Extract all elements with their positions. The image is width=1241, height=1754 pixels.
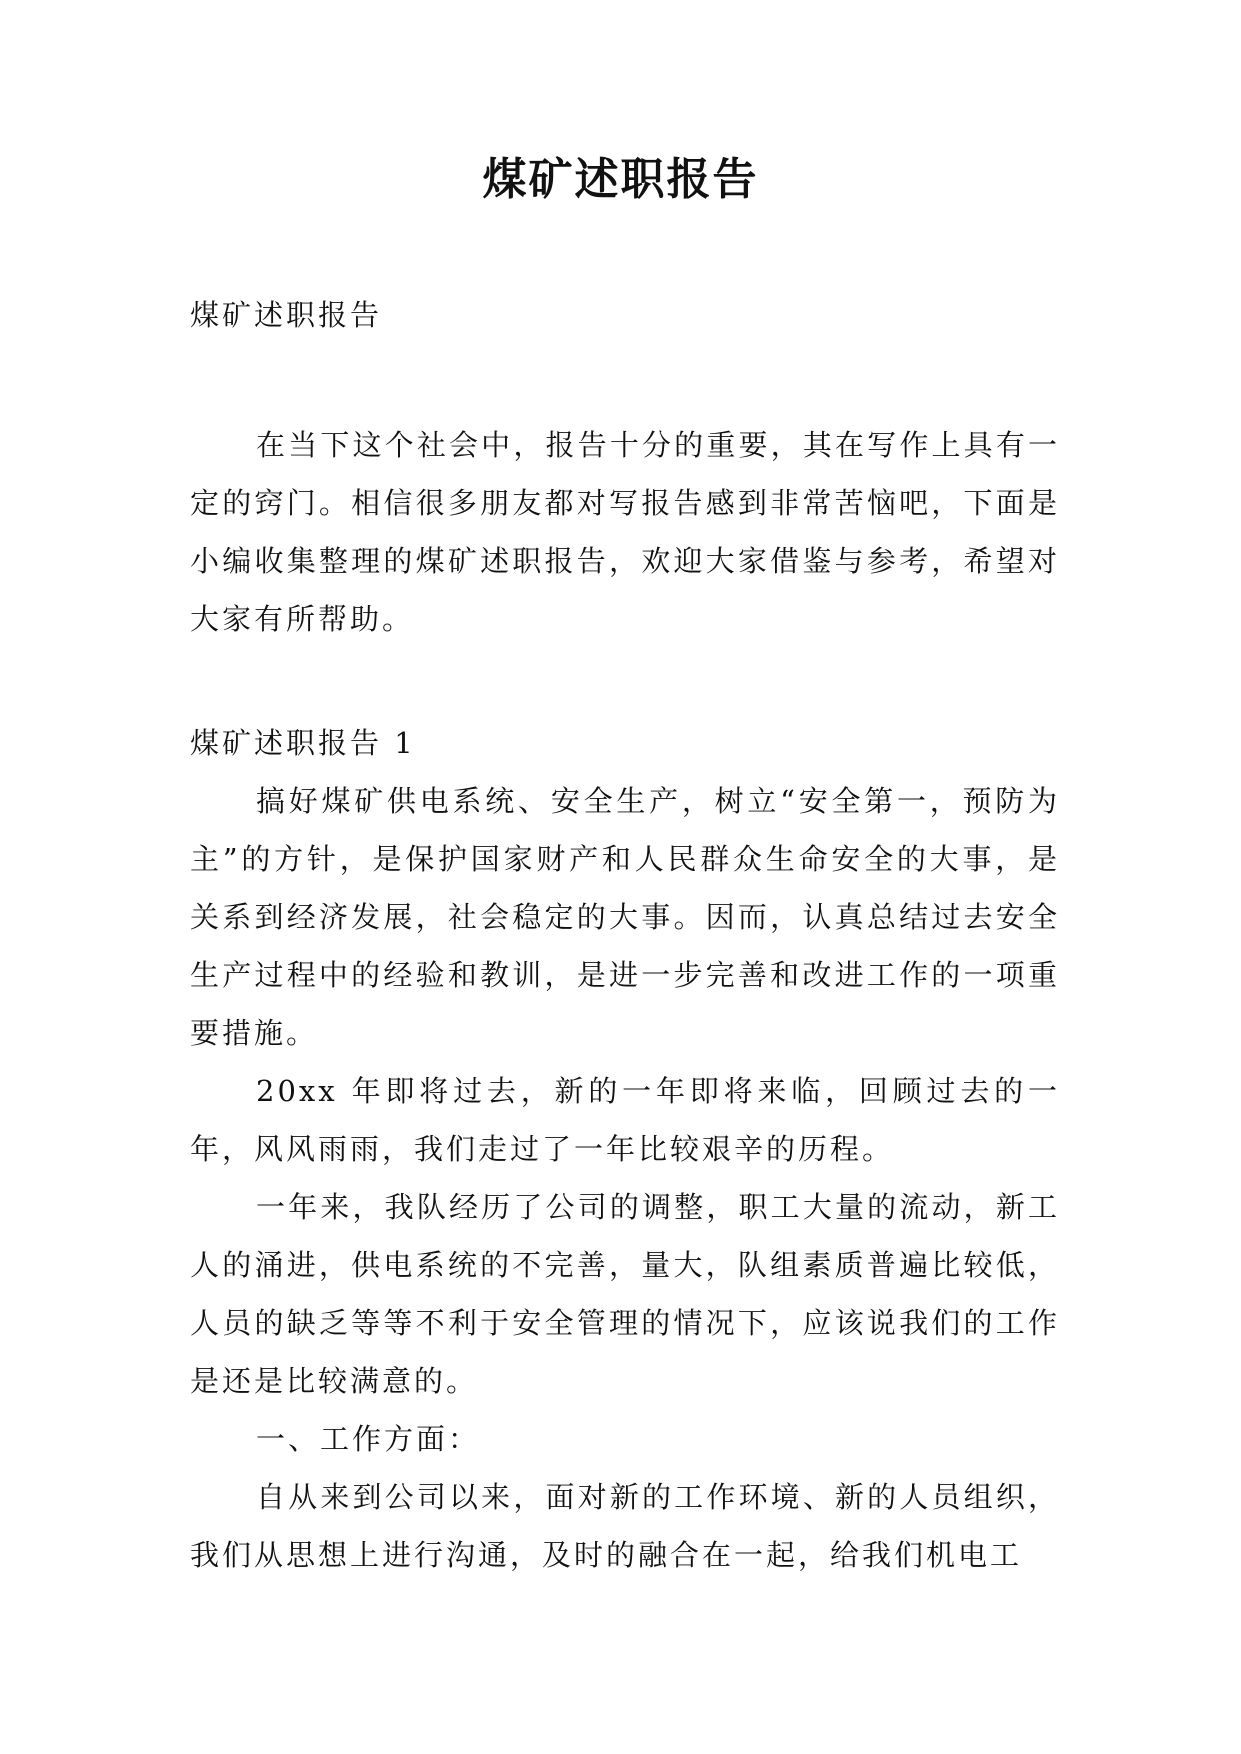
document-subtitle: 煤矿述职报告 bbox=[190, 298, 383, 332]
subsection-heading: 一、工作方面： bbox=[256, 1422, 481, 1456]
spacer bbox=[190, 648, 1060, 714]
document-body bbox=[190, 286, 1060, 1584]
section-heading: 煤矿述职报告 1 bbox=[190, 726, 416, 760]
document-title: 煤矿述职报告 bbox=[482, 154, 759, 205]
body-paragraph: 搞好煤矿供电系统、安全生产，树立“安全第一，预防为主”的方针，是保护国家财产和人民群众生命安全的大事，是关系到经济发展，社会稳定的大事。因而，认真总结过去安全生产过程中的经验和教训，是进一步完善和改进工作的一项重要措施。 bbox=[190, 784, 1060, 1050]
body-paragraph: 一年来，我队经历了公司的调整，职工大量的流动，新工人的涌进，供电系统的不完善，量大，队组素质普遍比较低，人员的缺乏等等不利于安全管理的情况下，应该说我们的工作是还是比较满意的。 bbox=[190, 1190, 1060, 1398]
body-paragraph: 自从来到公司以来，面对新的工作环境、新的人员组织，我们从思想上进行沟通，及时的融合在一起，给我们机电工 bbox=[190, 1480, 1060, 1572]
intro-paragraph: 在当下这个社会中，报告十分的重要，其在写作上具有一定的窍门。相信很多朋友都对写报告感到非常苦恼吧，下面是小编收集整理的煤矿述职报告，欢迎大家借鉴与参考，希望对大家有所帮助。 bbox=[190, 428, 1060, 636]
spacer bbox=[190, 344, 1060, 416]
body-paragraph: 20xx 年即将过去，新的一年即将来临，回顾过去的一年，风风雨雨，我们走过了一年比较艰辛的历程。 bbox=[190, 1074, 1060, 1166]
